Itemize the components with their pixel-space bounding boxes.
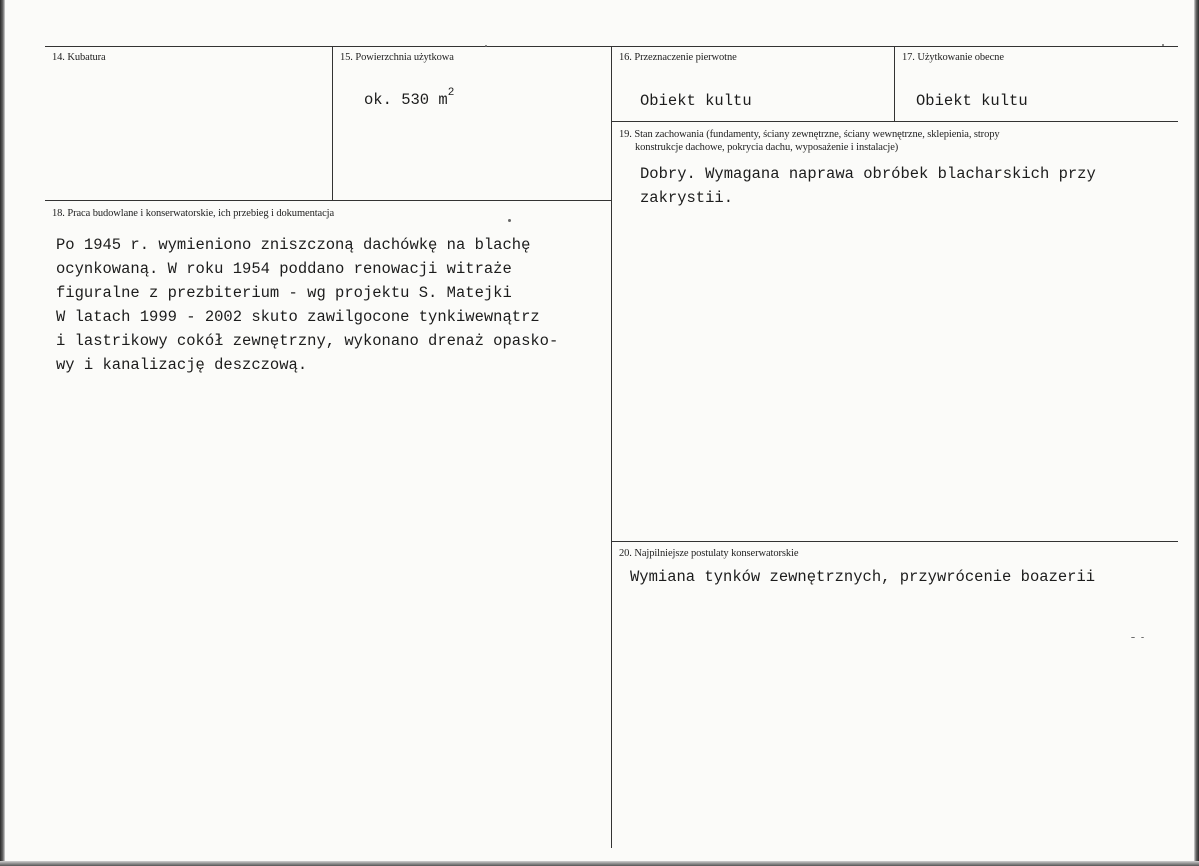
field-18-label: 18. Praca budowlane i konserwatorskie, ich przebieg i dokumentacja <box>52 208 335 219</box>
scan-edge-right <box>1194 0 1199 866</box>
scan-speck <box>485 45 487 47</box>
rule-above-18 <box>45 200 611 201</box>
field-15-value <box>364 87 455 109</box>
field-19-text <box>640 162 1096 210</box>
field-18-line: ocynkowaną. W roku 1954 poddano renowacji witraże <box>56 260 512 278</box>
field-18-line: figuralne z prezbiterium - wg projektu S. Matejki <box>56 284 512 302</box>
field-20-label: 20. Najpilniejsze postulaty konserwatorskie <box>619 548 799 559</box>
divider-16-17 <box>894 46 895 122</box>
scan-speck <box>1141 637 1144 638</box>
field-15-label: 15. Powierzchnia użytkowa <box>340 52 454 63</box>
field-20-value: Wymiana tynków zewnętrznych, przywrócenie boazerii <box>630 568 1096 586</box>
field-17-value: Obiekt kultu <box>916 92 1028 110</box>
field-16-value: Obiekt kultu <box>640 92 752 110</box>
divider-14-15 <box>332 46 333 201</box>
field-18-line: wy i kanalizację deszczową. <box>56 356 308 374</box>
field-16-label: 16. Przeznaczenie pierwotne <box>619 52 737 63</box>
field-19-line: zakrystii. <box>640 189 734 207</box>
field-19-label-line-1: 19. Stan zachowania (fundamenty, ściany zewnętrzne, ściany wewnętrzne, sklepienia, stropy <box>619 129 1000 140</box>
field-18-line: W latach 1999 - 2002 skuto zawilgocone tynkiwewnątrz <box>56 308 540 326</box>
scan-edge-bottom <box>0 861 1199 866</box>
field-19-line: Dobry. Wymagana naprawa obróbek blacharskich przy <box>640 165 1096 183</box>
field-19-label-line-2: konstrukcje dachowe, pokrycia dachu, wyposażenie i instalacje) <box>635 142 899 153</box>
scan-edge-left <box>0 0 5 866</box>
center-divider <box>611 46 612 848</box>
field-18-line: i lastrikowy cokół zewnętrzny, wykonano drenaż opasko- <box>56 332 559 350</box>
field-14-label: 14. Kubatura <box>52 52 106 63</box>
field-18-line: Po 1945 r. wymieniono zniszczoną dachówkę na blachę <box>56 236 531 254</box>
field-15-area: ok. 530 m <box>364 91 448 109</box>
field-17-label: 17. Użytkowanie obecne <box>902 52 1004 63</box>
rule-above-20 <box>611 541 1178 542</box>
scan-speck <box>508 219 511 222</box>
scan-speck <box>1162 44 1164 46</box>
field-15-unit-exponent: 2 <box>447 87 455 99</box>
rule-above-19 <box>611 121 1178 122</box>
scan-speck <box>1131 637 1135 638</box>
field-18-text <box>56 233 558 377</box>
